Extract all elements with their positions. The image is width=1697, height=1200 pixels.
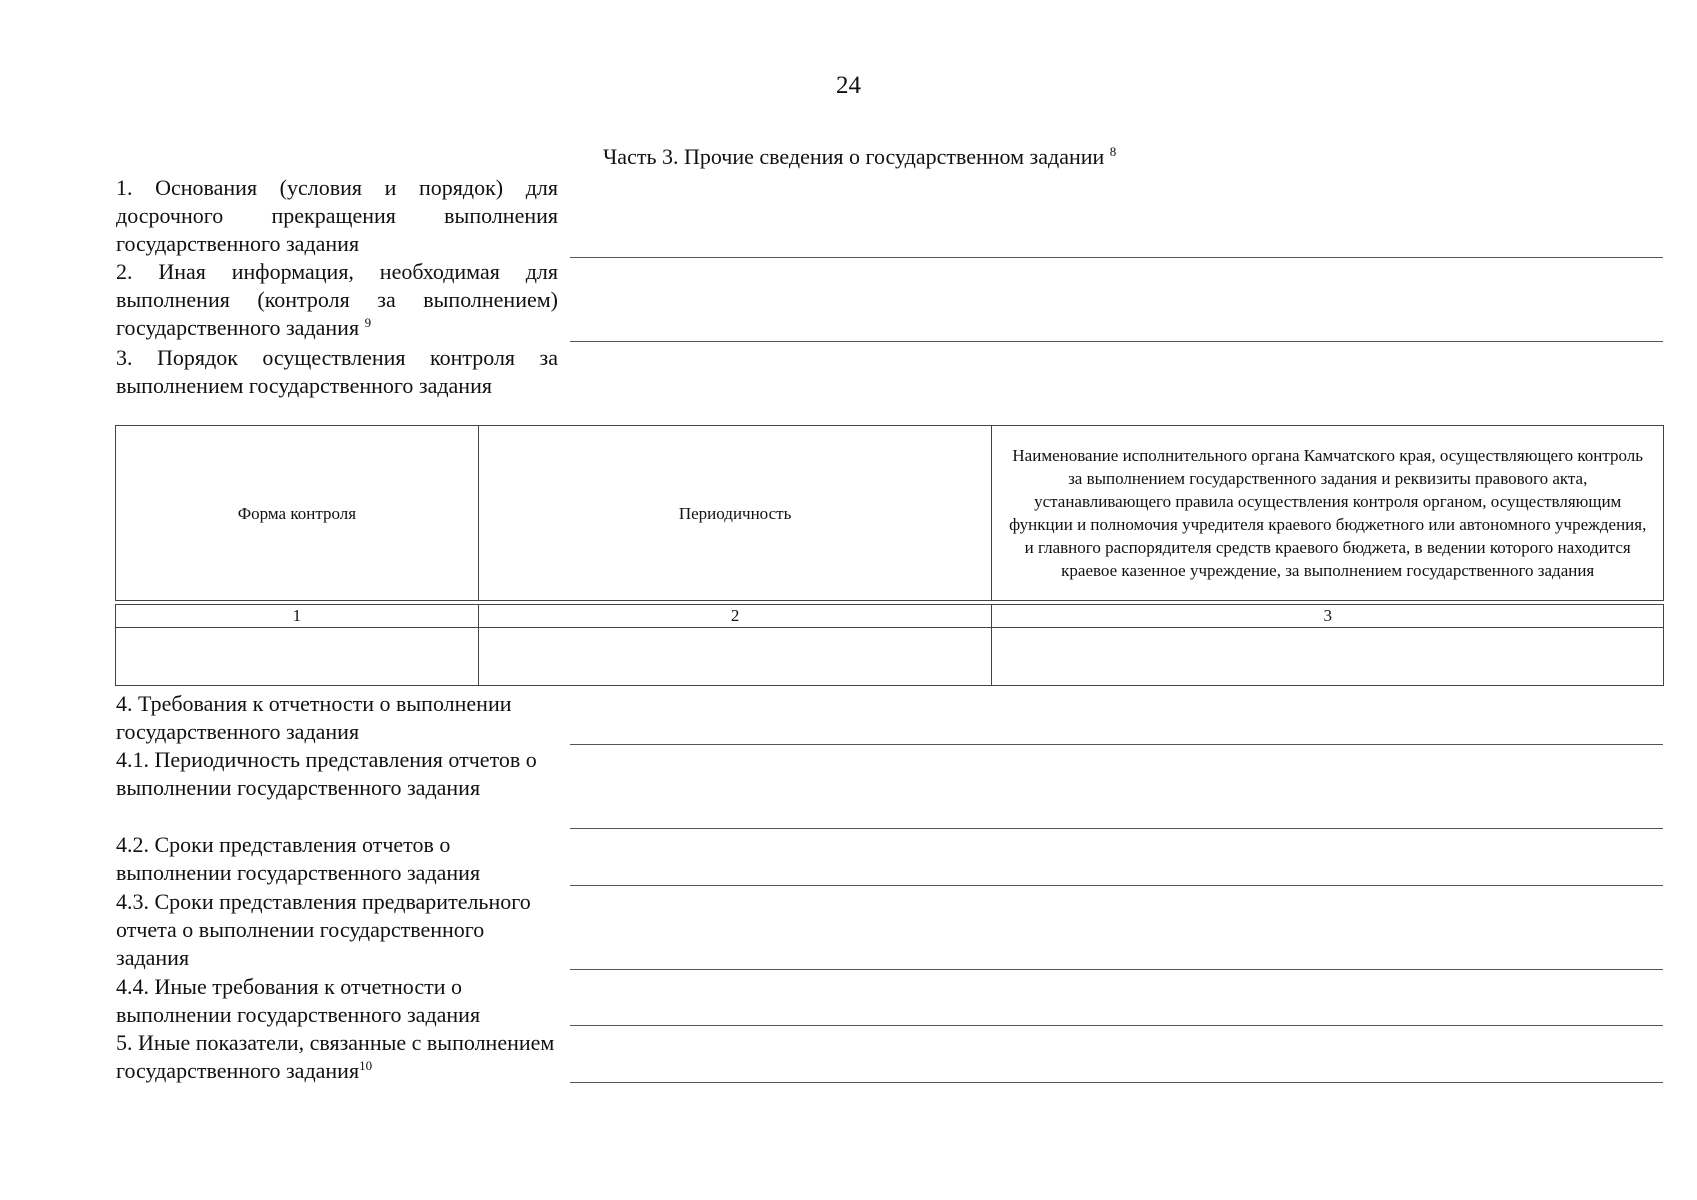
control-table-header-row — [116, 426, 1664, 601]
report-periodicity-label: 4.1. Периодичность представления отчетов о выполнении государственного задания — [116, 747, 537, 800]
other-indicators-fill-line — [570, 1082, 1663, 1083]
control-table-empty-row — [116, 628, 1664, 686]
column-number-3: 3 — [992, 605, 1664, 628]
control-table — [115, 425, 1664, 686]
section-1-fill-line — [570, 257, 1663, 258]
part-title-text: Часть 3. Прочие сведения о государственном задании — [603, 144, 1105, 169]
control-table-number-row — [116, 605, 1664, 628]
section-1-label: 1. Основания (условия и порядок) для досрочного прекращения выполнения государственного задания — [116, 175, 558, 256]
empty-cell-control-authority[interactable] — [992, 628, 1664, 686]
part-title-footnote: 8 — [1109, 144, 1117, 159]
section-2-fill-line — [570, 341, 1663, 342]
empty-cell-control-form[interactable] — [116, 628, 479, 686]
header-periodicity: Периодичность — [478, 426, 992, 601]
page-number: 24 — [836, 72, 861, 99]
preliminary-report-deadlines-label: 4.3. Сроки представления предварительного отчета о выполнении государственного задания — [116, 889, 531, 970]
reporting-requirements-label: 4. Требования к отчетности о выполнении государственного задания — [116, 691, 512, 744]
report-deadlines-fill-line — [570, 885, 1663, 886]
section-3-label: 3. Порядок осуществления контроля за выполнением государственного задания — [116, 345, 558, 398]
empty-cell-periodicity[interactable] — [478, 628, 992, 686]
column-number-2: 2 — [478, 605, 992, 628]
reporting-requirements-fill-line — [570, 744, 1663, 745]
header-control-form: Форма контроля — [116, 426, 479, 601]
part-title — [603, 144, 1116, 170]
preliminary-report-deadlines-fill-line — [570, 969, 1663, 970]
column-number-1: 1 — [116, 605, 479, 628]
other-indicators-footnote: 10 — [359, 1058, 373, 1073]
header-control-authority: Наименование исполнительного органа Камчатского края, осуществляющего контроль за выполнением государственного задания и реквизиты правового акта, устанавливающего правила осуществления контроля органом, осуществляющим функции и полномочия учредителя краевого бюджетного или автономного учреждения, и главного распорядителя средств краевого бюджета, в ведении которого находится краевое казенное учреждение, за выполнением государственного задания — [992, 426, 1664, 601]
other-reporting-requirements-fill-line — [570, 1025, 1663, 1026]
other-reporting-requirements-label: 4.4. Иные требования к отчетности о выполнении государственного задания — [116, 974, 481, 1027]
report-periodicity-fill-line — [570, 828, 1663, 829]
section-2-footnote: 9 — [364, 315, 372, 330]
other-indicators-label: 5. Иные показатели, связанные с выполнением государственного задания$^{10}$ — [116, 1030, 555, 1083]
section-2-label: 2. Иная информация, необходимая для выполнения (контроля за выполнением) государственного задания $^9$ — [116, 259, 558, 340]
report-deadlines-label: 4.2. Сроки представления отчетов о выполнении государственного задания — [116, 832, 481, 885]
